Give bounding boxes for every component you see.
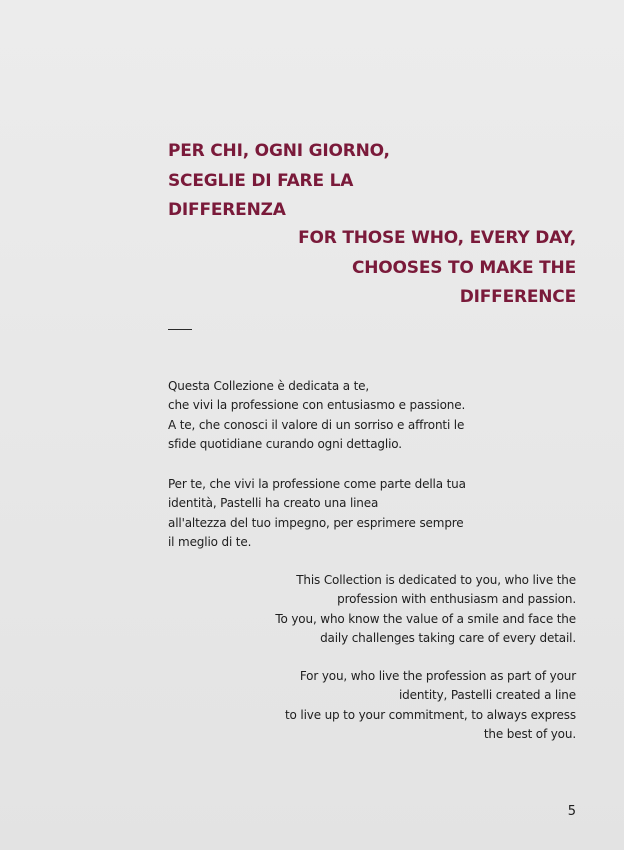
headline-english xyxy=(298,224,576,313)
headline-italian-line: SCEGLIE DI FARE LA xyxy=(168,170,354,191)
divider-rule xyxy=(168,329,192,330)
text-line: To you, who know the value of a smile and face the xyxy=(275,611,576,626)
text-line: daily challenges taking care of every detail. xyxy=(320,630,576,645)
text-line: Questa Collezione è dedicata a te, xyxy=(168,379,370,393)
text-line: A te, che conosci il valore di un sorriso e affronti le xyxy=(168,417,465,432)
italian-paragraph-1 xyxy=(168,377,465,454)
text-line: to live up to your commitment, to always express xyxy=(284,707,576,722)
headline-italian-line: PER CHI, OGNI GIORNO, xyxy=(168,141,390,161)
english-paragraph-2 xyxy=(285,667,576,744)
english-paragraph-1 xyxy=(275,571,576,648)
page-number: 5 xyxy=(567,804,576,819)
headline-english-line: DIFFERENCE xyxy=(459,287,576,307)
text-line: This Collection is dedicated to you, who live the xyxy=(296,573,576,587)
text-line: For you, who live the profession as part of your xyxy=(299,669,576,683)
text-line: sfide quotidiane curando ogni dettaglio. xyxy=(168,436,402,451)
text-line: che vivi la professione con entusiasmo e passione. xyxy=(168,398,466,413)
headline-english-line: FOR THOSE WHO, EVERY DAY, xyxy=(298,228,576,248)
text-line: il meglio di te. xyxy=(168,534,252,549)
headline-english-line: CHOOSES TO MAKE THE xyxy=(351,257,576,278)
text-line: identity, Pastelli created a line xyxy=(398,688,576,703)
italian-paragraph-2 xyxy=(168,475,466,552)
headline-italian-line: DIFFERENZA xyxy=(168,200,286,220)
text-line: the best of you. xyxy=(483,726,576,741)
text-line: all'altezza del tuo impegno, per esprimere sempre xyxy=(168,515,464,530)
headline-italian xyxy=(168,137,390,226)
text-line: profession with enthusiasm and passion. xyxy=(337,592,576,607)
text-line: identità, Pastelli ha creato una linea xyxy=(168,496,379,511)
text-line: Per te, che vivi la professione come parte della tua xyxy=(168,477,466,491)
